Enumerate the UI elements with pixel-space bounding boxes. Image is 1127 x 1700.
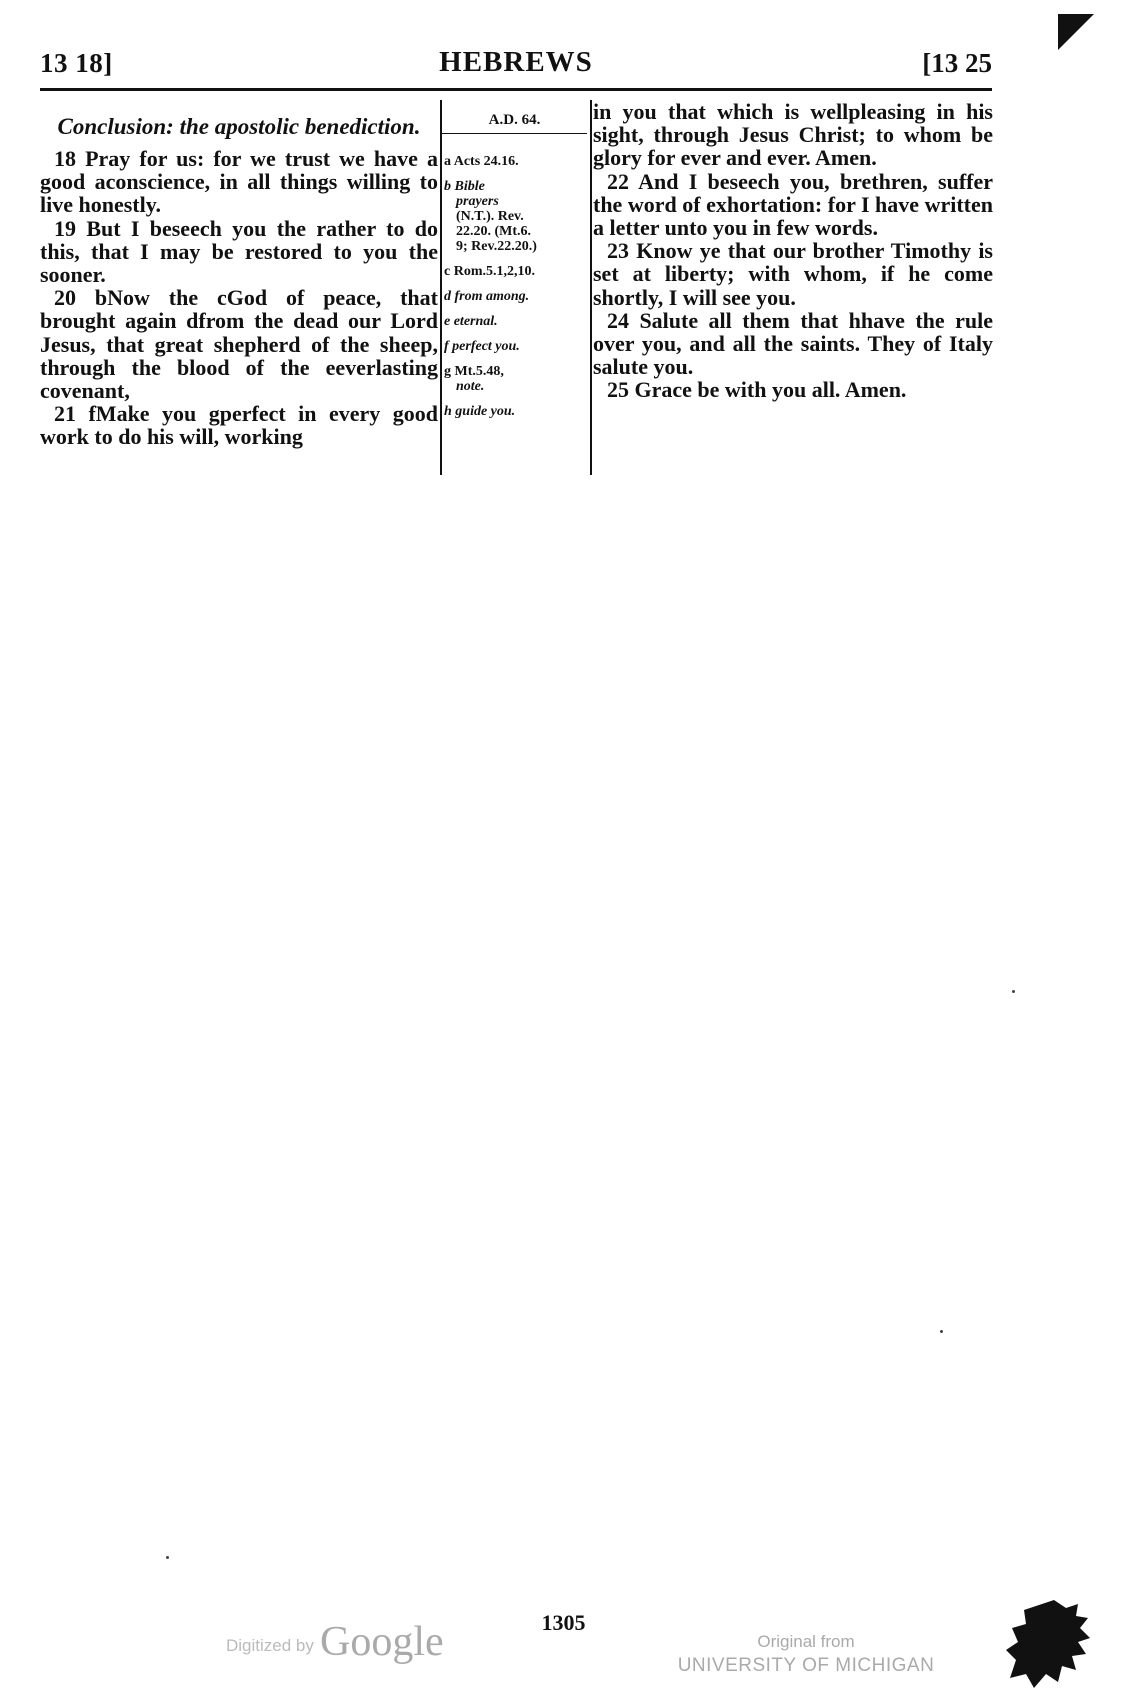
google-logo: Google — [320, 1619, 444, 1665]
margin-note-c — [442, 264, 587, 279]
note-line: b Bible — [444, 179, 485, 194]
left-text-column — [40, 100, 438, 449]
verse-19: 19 But I beseech you the rather to do this, that I may be restored to you the sooner. — [40, 215, 438, 288]
note-line: c Rom.5.1,2,10. — [444, 264, 535, 279]
margin-note-h — [442, 404, 587, 419]
note-line: d from among. — [444, 289, 530, 304]
scan-speck — [166, 1556, 169, 1559]
header-rule — [40, 88, 992, 91]
note-line: prayers — [456, 194, 499, 209]
verse-22: 22 And I beseech you, brethren, suffer the word of exhortation: for I have written a letter unto you in few words. — [593, 168, 993, 241]
scanner-thumb-shadow — [1006, 1598, 1090, 1690]
margin-note-b — [442, 179, 587, 254]
note-line: g Mt.5.48, — [444, 364, 504, 379]
digitized-by-label: Digitized by — [226, 1636, 314, 1655]
margin-notes-column — [442, 100, 587, 419]
date-note: A.D. 64. — [442, 112, 587, 134]
column-divider-right — [590, 100, 592, 475]
note-line: note. — [456, 379, 485, 394]
margin-note-e — [442, 314, 587, 329]
corner-scan-mark — [1058, 14, 1094, 50]
verse-25: 25 Grace be with you all. Amen. — [607, 377, 907, 403]
note-line: 9; Rev.22.20.) — [456, 239, 537, 254]
verse-20: 20 bNow the cGod of peace, that brought again dfrom the dead our Lord Jesus, that great shepherd of the sheep, through the blood of the eeverlasting covenant, — [40, 285, 438, 404]
right-text-column — [593, 100, 993, 402]
verse-21-continued: in you that which is wellpleasing in his sight, through Jesus Christ; to whom be glory for ever and ever. Amen. — [593, 99, 993, 171]
section-heading: Conclusion: the apostolic benediction. — [57, 114, 421, 139]
margin-note-a — [442, 154, 587, 169]
margin-note-f — [442, 339, 587, 354]
page-number: 1305 — [541, 1610, 586, 1635]
note-line: e eternal. — [444, 314, 498, 329]
header-chapter-end: [13 25 — [922, 48, 992, 78]
original-source — [676, 1630, 936, 1678]
note-line: a Acts 24.16. — [444, 154, 519, 169]
margin-note-g — [442, 364, 587, 394]
header-chapter-start: 13 18] — [40, 48, 113, 78]
verse-18: 18 Pray for us: for we trust we have a good aconscience, in all things willing to live honestly. — [40, 146, 438, 218]
original-from-label: Original from — [757, 1632, 855, 1651]
verse-21: 21 fMake you gperfect in every good work to do his will, working — [40, 401, 438, 450]
header-book-title: HEBREWS — [439, 46, 593, 78]
verse-24: 24 Salute all them that hhave the rule over you, and all the saints. They of Italy salute you. — [593, 307, 993, 380]
margin-note-d — [442, 289, 587, 304]
scan-speck — [1012, 990, 1015, 993]
scan-speck — [940, 1330, 943, 1333]
institution-name: UNIVERSITY OF MICHIGAN — [677, 1655, 935, 1676]
note-line: f perfect you. — [444, 339, 520, 354]
note-line: h guide you. — [444, 404, 516, 419]
verse-23: 23 Know ye that our brother Timothy is set at liberty; with whom, if he come shortly, I will see you. — [593, 238, 993, 310]
page-header — [40, 44, 992, 88]
note-line: (N.T.). Rev. — [456, 209, 524, 224]
note-line: 22.20. (Mt.6. — [456, 224, 532, 239]
